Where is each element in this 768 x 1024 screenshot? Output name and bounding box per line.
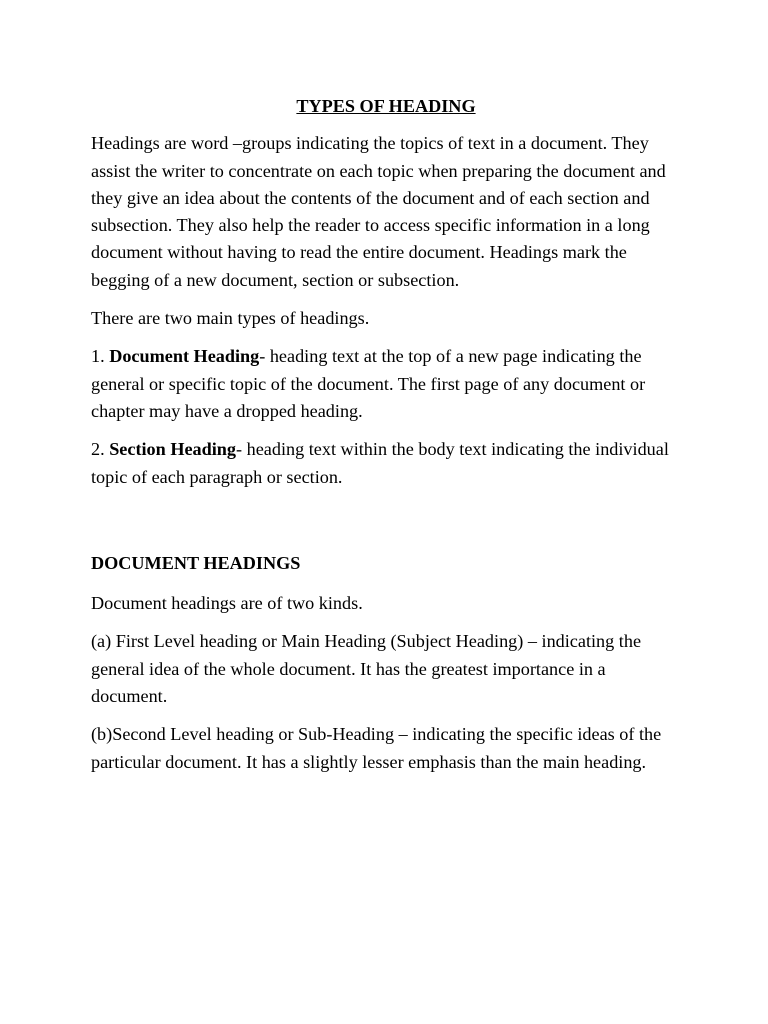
- type-item-description: - heading text at the top of a new page indicating the general or specific topic of the document. The first page of any document or chapter may have a dropped heading.: [91, 346, 646, 421]
- intro-paragraph: Headings are word –groups indicating the topics of text in a document. They assist the writer to concentrate on each topic when preparing the document and they give an idea about the contents of the document and of each section and subsection. They also help the reader to access specific information in a long document without having to read the entire document. Headings mark the begging of a new document, section or subsection.: [91, 133, 666, 290]
- type-item-term: Document Heading: [109, 346, 260, 367]
- type-item-section-heading: [91, 436, 681, 491]
- section-heading: DOCUMENT HEADINGS: [91, 552, 301, 573]
- document-body: [91, 93, 681, 787]
- document-title: TYPES OF HEADING: [296, 96, 476, 116]
- type-item-number: 1.: [91, 346, 110, 367]
- type-item-description: - heading text within the body text indicating the individual topic of each paragraph or section.: [91, 439, 669, 487]
- section-item-first-level: (a) First Level heading or Main Heading (Subject Heading) – indicating the general idea of the whole document. It has the greatest importance in a document.: [91, 631, 642, 707]
- type-item-document-heading: [91, 343, 681, 425]
- types-intro-paragraph: There are two main types of headings.: [91, 308, 370, 329]
- section-intro-paragraph: Document headings are of two kinds.: [91, 593, 363, 614]
- section-item-second-level: (b)Second Level heading or Sub-Heading – indicating the specific ideas of the particular document. It has a slightly lesser emphasis than the main heading.: [91, 724, 662, 772]
- heading-spacer: [91, 577, 681, 590]
- type-item-term: Section Heading: [109, 439, 237, 460]
- section-spacer: [91, 502, 681, 550]
- type-item-number: 2.: [91, 439, 110, 460]
